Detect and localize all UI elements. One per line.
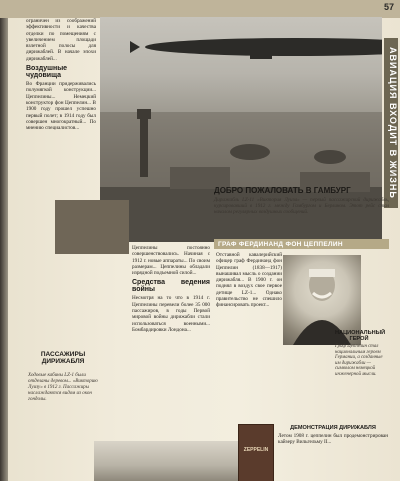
zeppelin-sidebar-title: ГРАФ ФЕРДИНАНД ФОН ЦЕППЕЛИН — [218, 240, 343, 248]
photo-caption-title: ДОБРО ПОЖАЛОВАТЬ В ГАМБУРГ — [214, 186, 351, 195]
photo-caption-block — [214, 186, 389, 215]
section-side-title: АВИАЦИЯ ВХОДИТ В ЖИЗНЬ — [384, 38, 398, 208]
page-number: 57 — [383, 2, 394, 12]
demonstration-heading: ДЕМОНСТРАЦИЯ ДИРИЖАБЛЯ — [290, 425, 376, 431]
zeppelin-book-cover — [238, 424, 274, 481]
section2-body: Несмотря на то что в 1914 г. Цеппелины перевели более 35 000 пассажиров, в годы Первой мировой войны дирижабли стали использоваться военными... Бомбардировки Лондона... — [132, 295, 210, 333]
center-text-column — [132, 245, 210, 440]
passengers-caption: Ходовые кабины LZ-1 были отделаны деревом... «Викторию Луизу» в 1912 г. Пассажиры наслаждаются видом из окон гондолы. — [28, 373, 98, 402]
section1-body: Во Франции придерживались полумягкой конструкции... Цеппелины... Немецкий конструктор фон Цеппелин... В 1900 году прошел успешно первый полет; в 1914 году был совершен многократный... По мнению специалистов... — [26, 81, 96, 132]
book-title: ZEPPELIN — [243, 447, 269, 453]
page-header-bar — [0, 0, 400, 18]
intro-paragraph: ограничен из соображений эффективности и качества отделки по помещениям с увеличением площади взлетной полосы для дирижаблей. В начале эпохи дирижаблей... — [26, 18, 96, 62]
national-hero-text: Граф Цеппелин стал национальным героем Германии, а созданные им дирижабли — символом немецкой инженерной мысли. — [335, 344, 383, 377]
left-text-column — [26, 18, 96, 348]
zeppelin-sidebar-title-band — [214, 239, 389, 249]
section1-heading: Воздушные чудовища — [26, 65, 68, 80]
zeppelin-bio-text — [216, 252, 282, 422]
national-hero-box — [335, 330, 386, 378]
page-spine-shadow — [0, 0, 8, 481]
zeppelin-bio-paragraph: Отставной кавалерийский офицер граф Фердинанд фон Цеппелин (1838—1917) вынашивал мысль о создании дирижабля... В 1900 г. он поднял в воздух свое первое детище LZ-1... Однако правительство не спешило финансировать проект... — [216, 252, 282, 309]
demonstration-paragraph: Летом 1908 г. цеппелин был продемонстрирован кайзеру Вильгельму II... — [278, 433, 388, 446]
photo-caption-text: Дирижабль LZ-11 «Виктория Луиза» — первый пассажирский дирижабль, курсировавший в 1912 г. между Гамбургом и Берлином. Этот рейс стал началом регулярных воздушных сообщений. — [214, 197, 389, 215]
section2-heading: Средства ведения войны — [132, 279, 210, 294]
demonstration-text — [278, 433, 388, 479]
passengers-title: ПАССАЖИРЫ ДИРИЖАБЛЯ — [40, 351, 86, 365]
zeppelin-hangar-photo — [55, 200, 129, 254]
center-paragraph: Цеппелины постоянно совершенствовались. Начиная с 1912 г. новые аппараты... По своим размерам... Цеппелины обладали изрядной подъемной силой... — [132, 245, 210, 277]
national-hero-title: НАЦИОНАЛЬНЫЙ ГЕРОЙ — [335, 330, 386, 342]
